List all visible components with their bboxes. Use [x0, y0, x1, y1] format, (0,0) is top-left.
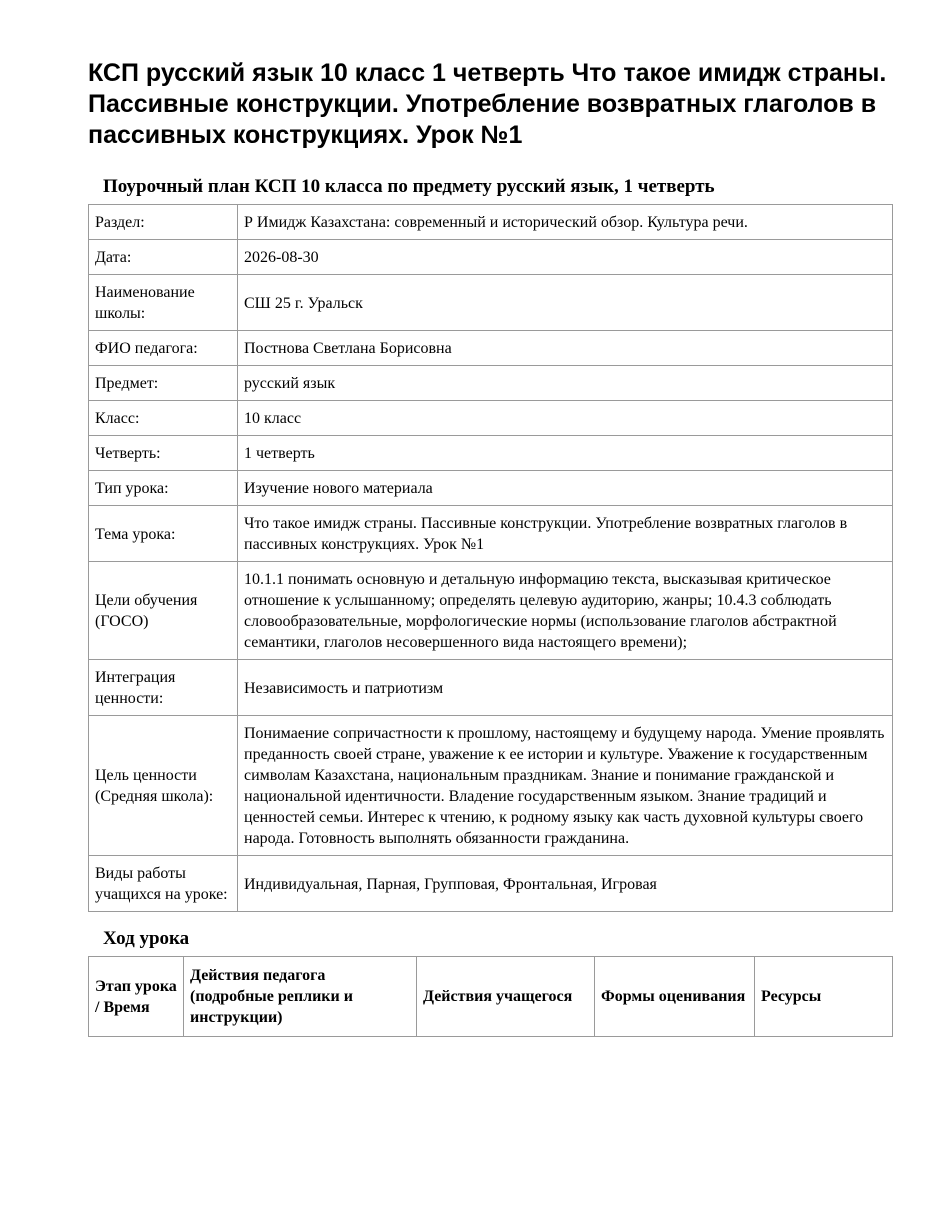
plan-heading: Поурочный план КСП 10 класса по предмету русский язык, 1 четверть	[103, 176, 715, 197]
info-value: Р Имидж Казахстана: современный и исторический обзор. Культура речи.	[238, 205, 893, 240]
table-row	[89, 205, 893, 240]
table-row	[89, 331, 893, 366]
info-value: Понимаение сопричастности к прошлому, настоящему и будущему народа. Умение проявлять преданность своей стране, уважение к ее истории и культуре. Уважение к государственным символам Казахстана, национальным праздникам. Знание и понимание гражданской и национальной идентичности. Владение государственным языком. Знание традиций и ценностей семьи. Интерес к чтению, к родному языку как часть духовной культуры своего народа. Готовность выполнять обязанности гражданина.	[238, 716, 893, 856]
info-value: Изучение нового материала	[238, 471, 893, 506]
table-header-row	[89, 957, 893, 1037]
column-header-stage: Этап урока / Время	[89, 957, 184, 1037]
info-label: Цель ценности (Средняя школа):	[89, 716, 238, 856]
info-value: 2026-08-30	[238, 240, 893, 275]
info-value: 10.1.1 понимать основную и детальную информацию текста, высказывая критическое отношение к услышанному; определять целевую аудиторию, жанры; 10.4.3 соблюдать словообразовательные, морфологические нормы (использование глаголов абстрактной семантики, глаголов несовершенного вида настоящего времени);	[238, 562, 893, 660]
info-value: 1 четверть	[238, 436, 893, 471]
info-label: Интеграция ценности:	[89, 660, 238, 716]
info-label: ФИО педагога:	[89, 331, 238, 366]
table-row	[89, 471, 893, 506]
column-header-student-actions: Действия учащегося	[417, 957, 595, 1037]
info-value: Независимость и патриотизм	[238, 660, 893, 716]
info-label: Четверть:	[89, 436, 238, 471]
info-label: Наименование школы:	[89, 275, 238, 331]
lesson-flow-table	[88, 956, 893, 1037]
table-row	[89, 856, 893, 912]
info-label: Цели обучения (ГОСО)	[89, 562, 238, 660]
table-row	[89, 275, 893, 331]
table-row	[89, 436, 893, 471]
document-page	[88, 58, 893, 1037]
table-row	[89, 716, 893, 856]
table-row	[89, 660, 893, 716]
document-title: КСП русский язык 10 класс 1 четверть Что такое имидж страны. Пассивные конструкции. Употребление возвратных глаголов в пассивных конструкциях. Урок №1	[88, 59, 887, 149]
lesson-info-table	[88, 204, 893, 912]
lesson-flow-heading: Ход урока	[103, 928, 190, 949]
table-row	[89, 366, 893, 401]
table-row	[89, 401, 893, 436]
table-row	[89, 240, 893, 275]
info-value: СШ 25 г. Уральск	[238, 275, 893, 331]
column-header-resources: Ресурсы	[755, 957, 893, 1037]
info-value: русский язык	[238, 366, 893, 401]
info-value: Что такое имидж страны. Пассивные конструкции. Употребление возвратных глаголов в пассивных конструкциях. Урок №1	[238, 506, 893, 562]
info-label: Дата:	[89, 240, 238, 275]
info-value: Постнова Светлана Борисовна	[238, 331, 893, 366]
info-label: Класс:	[89, 401, 238, 436]
info-label: Виды работы учащихся на уроке:	[89, 856, 238, 912]
info-label: Тип урока:	[89, 471, 238, 506]
info-label: Тема урока:	[89, 506, 238, 562]
table-row	[89, 506, 893, 562]
column-header-teacher-actions: Действия педагога (подробные реплики и инструкции)	[184, 957, 417, 1037]
info-value: Индивидуальная, Парная, Групповая, Фронтальная, Игровая	[238, 856, 893, 912]
info-value: 10 класс	[238, 401, 893, 436]
table-row	[89, 562, 893, 660]
info-label: Предмет:	[89, 366, 238, 401]
column-header-assessment: Формы оценивания	[595, 957, 755, 1037]
info-label: Раздел:	[89, 205, 238, 240]
